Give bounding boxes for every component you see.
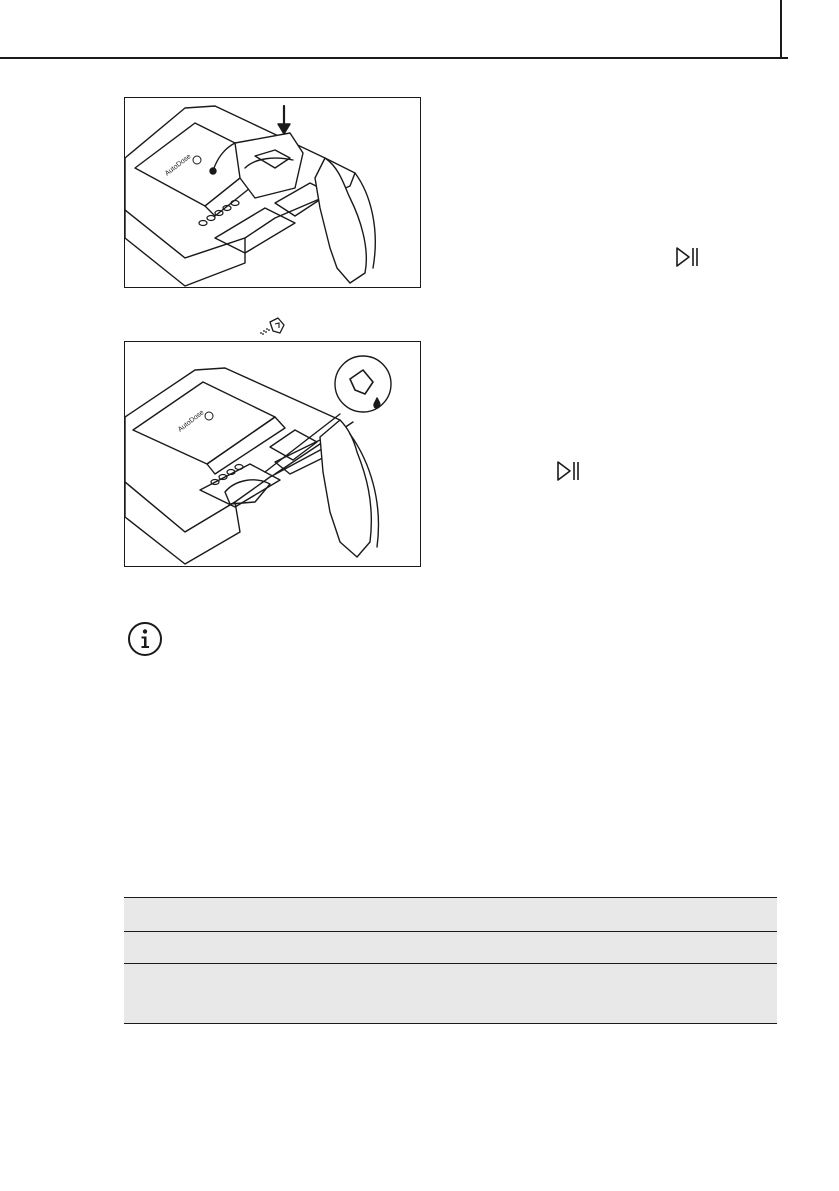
embossed-autodose-label: AutoDose <box>176 409 206 434</box>
figure-insert-autodose-cup <box>124 97 421 288</box>
start-pause-icon <box>674 246 702 268</box>
embossed-autodose-label: AutoDose <box>163 153 193 178</box>
table-header-row <box>124 897 777 932</box>
info-icon <box>127 621 163 657</box>
start-pause-icon <box>555 460 583 482</box>
figure-drawer-with-liquid-symbol <box>124 341 421 567</box>
autodose-icon <box>258 316 288 336</box>
table-row <box>124 964 777 1024</box>
header-rule <box>0 57 788 59</box>
settings-table <box>124 897 777 1024</box>
table-row <box>124 932 777 964</box>
header-rule-end <box>780 0 782 58</box>
